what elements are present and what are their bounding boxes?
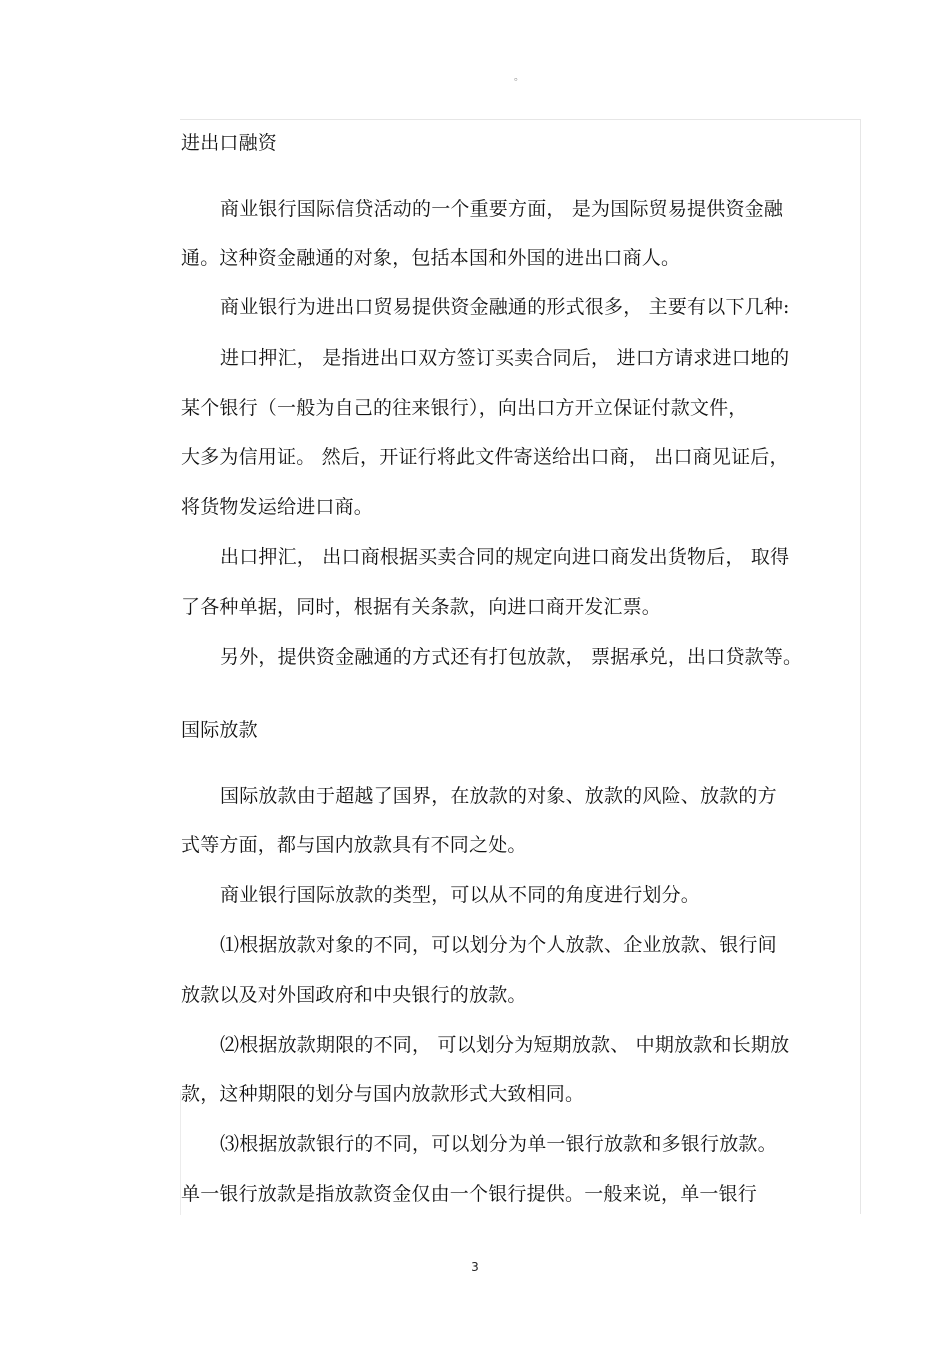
paragraph-line: 通。这种资金融通的对象，包括本国和外国的进出口商人。: [181, 247, 681, 269]
section-heading: 国际放款: [181, 719, 258, 741]
paragraph-line: ⑵根据放款期限的不同， 可以划分为短期放款、 中期放款和长期放: [220, 1034, 790, 1056]
paragraph-line: 某个银行（一般为自己的往来银行），向出口方开立保证付款文件，: [181, 397, 748, 419]
paragraph-line: 款，这种期限的划分与国内放款形式大致相同。: [181, 1083, 585, 1105]
paragraph-line: ⑴根据放款对象的不同，可以划分为个人放款、企业放款、银行间: [220, 934, 777, 956]
top-dot-mark: 。: [514, 72, 524, 83]
paragraph-line: 商业银行为进出口贸易提供资金融通的形式很多， 主要有以下几种:: [220, 296, 790, 318]
paragraph-line: 商业银行国际放款的类型，可以从不同的角度进行划分。: [220, 884, 701, 906]
page-number: 3: [471, 1260, 479, 1274]
paragraph-line: 放款以及对外国政府和中央银行的放款。: [181, 984, 527, 1006]
section-heading: 进出口融资: [181, 132, 278, 154]
paragraph-line: 了各种单据，同时，根据有关条款，向进口商开发汇票。: [181, 596, 662, 618]
paragraph-line: 式等方面，都与国内放款具有不同之处。: [181, 834, 527, 856]
paragraph-line: 将货物发运给进口商。: [181, 496, 374, 518]
frame-top-border: [180, 119, 861, 120]
paragraph-line: 出口押汇， 出口商根据买卖合同的规定向进口商发出货物后， 取得: [220, 546, 790, 568]
paragraph-line: 另外，提供资金融通的方式还有打包放款， 票据承兑，出口贷款等。: [220, 646, 803, 668]
paragraph-line: 商业银行国际信贷活动的一个重要方面， 是为国际贸易提供资金融: [220, 198, 784, 220]
paragraph-line: ⑶根据放款银行的不同，可以划分为单一银行放款和多银行放款。: [220, 1133, 777, 1155]
paragraph-line: 大多为信用证。 然后，开证行将此文件寄送给出口商， 出口商见证后，: [181, 446, 789, 468]
paragraph-line: 国际放款由于超越了国界，在放款的对象、放款的风险、放款的方: [220, 785, 777, 807]
paragraph-line: 单一银行放款是指放款资金仅由一个银行提供。一般来说，单一银行: [181, 1183, 758, 1205]
paragraph-line: 进口押汇， 是指进出口双方签订买卖合同后， 进口方请求进口地的: [220, 347, 790, 369]
